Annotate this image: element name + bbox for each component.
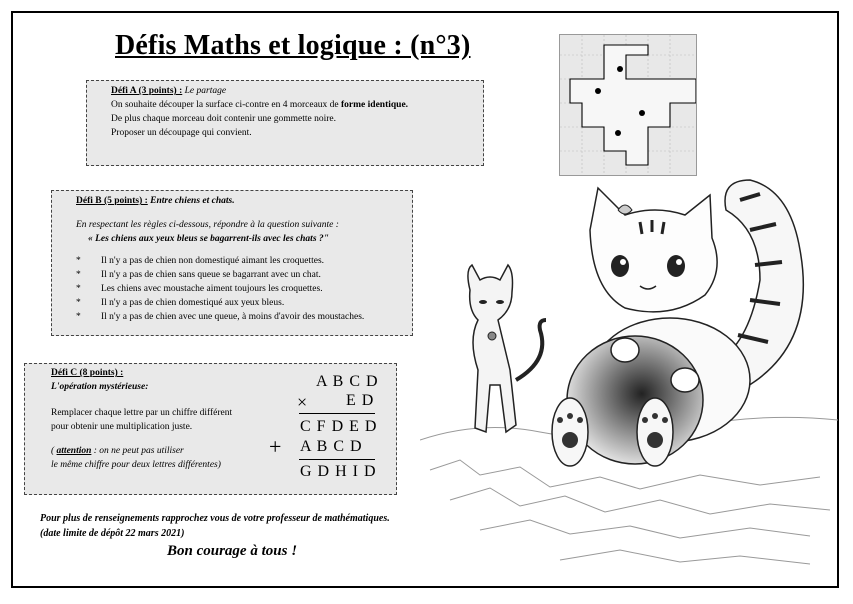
defi-c-header: Défi C (8 points) : [51,368,124,378]
page-title: Défis Maths et logique : (n°3) [115,30,471,61]
defi-a-header: Défi A (3 points) : [111,86,183,96]
partage-grid-figure [559,34,697,176]
grid-shape-svg [560,35,696,175]
mult-row-3: C F D E D [300,418,378,435]
defi-c-line-1: Remplacer chaque lettre par un chiffre différent [51,408,233,418]
mult-row-1: A B C D [316,373,379,390]
grid-outline [570,45,696,165]
defi-c-subtitle: L'opération mystérieuse: [51,382,149,392]
defi-a-line-3: Proposer un découpage qui convient. [111,128,252,138]
cat-eye [611,255,629,277]
cat-head [590,188,717,312]
defi-a-box [86,80,484,166]
defi-a-subtitle: Le partage [184,86,227,96]
defi-b-heading [76,194,388,208]
defi-b-box [51,190,413,336]
rule-item: * Il n'y a pas de chien domestiqué aux yeux bleus. [76,298,285,308]
rule-item: * Les chiens avec moustache aiment toujours les croquettes. [76,284,323,294]
cat-eye [667,255,685,277]
mult-result: G D H I D [300,463,377,480]
mult-row-2: E D [346,392,375,409]
gommette-dot [615,130,621,136]
rule-item: * Il n'y a pas de chien sans queue se bagarrant avec un chat. [76,270,321,280]
cat-paw [671,368,699,392]
defi-a-heading [111,84,459,98]
rule-item: * Il n'y a pas de chien avec une queue, à moins d'avoir des moustaches. [76,312,365,322]
footer-deadline: (date limite de dépôt 22 mars 2021) [40,528,185,539]
rule-item: * Il n'y a pas de chien non domestiqué aimant les croquettes. [76,256,325,266]
cat-paw [611,338,639,362]
gommette-dot [595,88,601,94]
defi-a-line-1: On souhaite découper la surface ci-contre en 4 morceaux de forme identique. [111,100,409,110]
footer-info: Pour plus de renseignements rapprochez vous de votre professeur de mathématiques. [40,513,390,524]
plus-sign: + [269,434,283,459]
defi-c-line-2: pour obtenir une multiplication juste. [51,422,193,432]
footer-greeting: Bon courage à tous ! [167,543,298,559]
defi-b-question: « Les chiens aux yeux bleus se bagarrent-ils avec les chats ?" [88,234,329,244]
defi-c-attention-2: le même chiffre pour deux lettres différentes) [51,460,221,470]
times-sign: × [297,392,309,412]
defi-a-line-2: De plus chaque morceau doit contenir une gommette noire. [111,114,337,124]
defi-b-rules [76,254,388,324]
mult-rule-1 [299,413,375,414]
defi-b-intro: En respectant les règles ci-dessous, répondre à la question suivante : [76,220,339,230]
defi-a-bold: forme identique. [341,100,409,110]
dog-drawing [468,265,546,432]
gommette-dot [617,66,623,72]
mult-row-4: A B C D [300,438,363,455]
cat-bow [618,205,632,214]
cat-dog-illustration [420,170,838,588]
mult-rule-2 [299,459,375,460]
defi-c-attention: ( attention : on ne peut pas utiliser [51,446,184,456]
gommette-dot [639,110,645,116]
defi-b-subtitle: Entre chiens et chats. [150,196,235,206]
defi-b-header: Défi B (5 points) : [76,196,148,206]
